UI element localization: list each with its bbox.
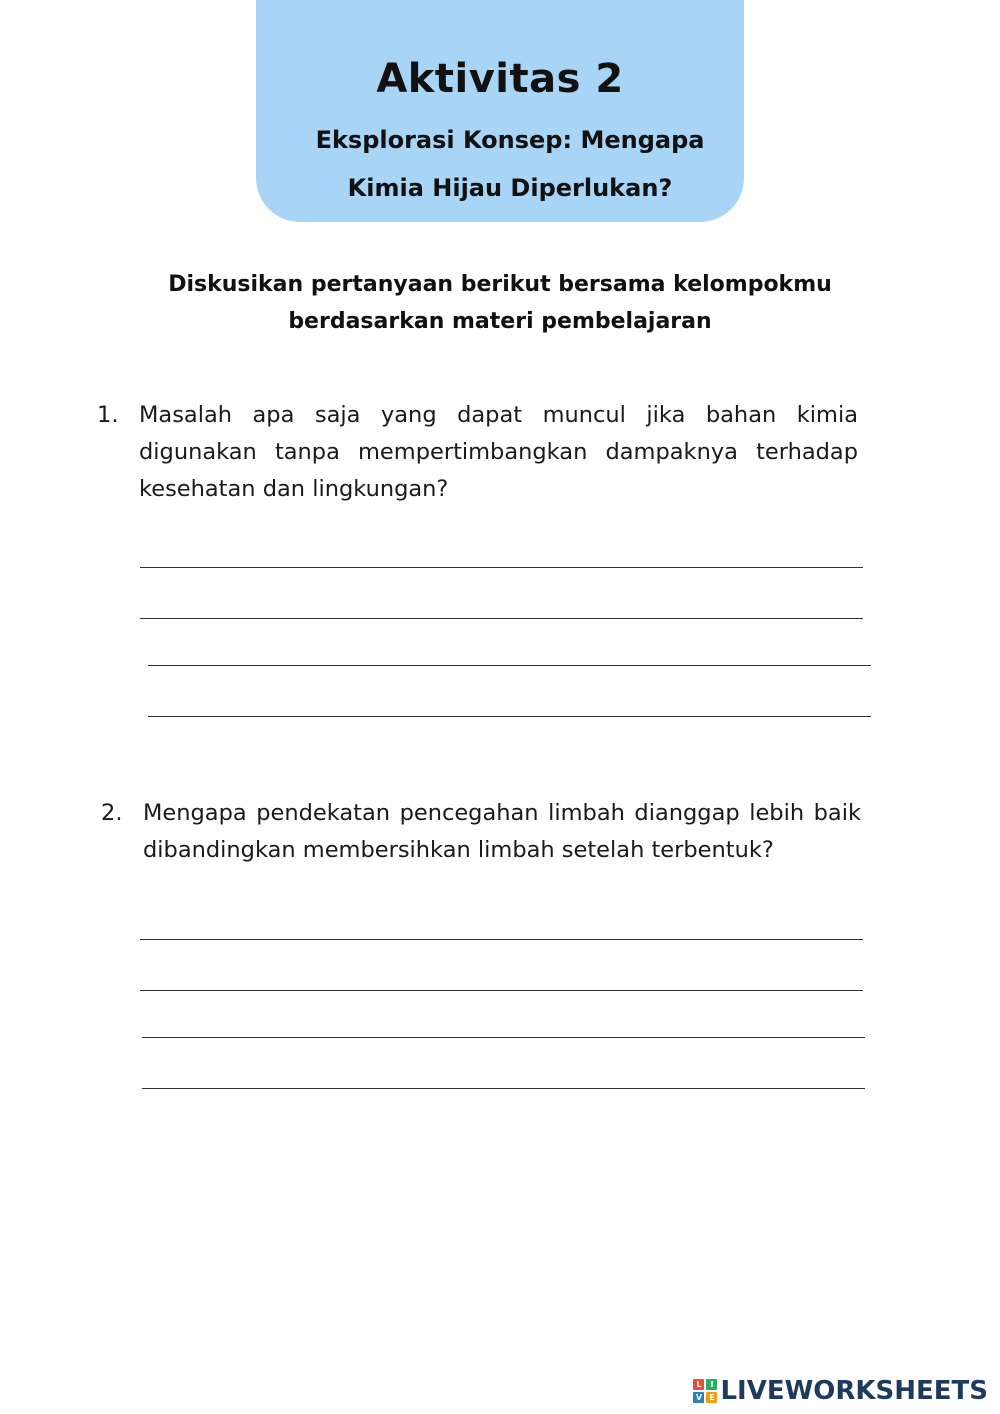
- question-2: [101, 795, 861, 869]
- question-number: 1.: [97, 402, 119, 428]
- answer-line-q1-2[interactable]: [140, 618, 863, 619]
- question-text: Mengapa pendekatan pencegahan limbah dianggap lebih baik dibandingkan membersihkan limbah setelah terbentuk?: [143, 800, 861, 863]
- instruction-line-1: Diskusikan pertanyaan berikut bersama kelompokmu: [168, 272, 832, 297]
- logo-mark-letter: I: [706, 1379, 717, 1390]
- instruction-line-2: berdasarkan materi pembelajaran: [288, 309, 712, 334]
- logo-mark-letter: L: [693, 1379, 704, 1390]
- subtitle-line-1: Eksplorasi Konsep: Mengapa: [315, 126, 705, 154]
- page-subtitle: [276, 116, 744, 212]
- answer-line-q1-4[interactable]: [148, 716, 871, 717]
- liveworksheets-logo: [693, 1376, 988, 1406]
- logo-mark-letter: V: [693, 1392, 704, 1403]
- question-text: Masalah apa saja yang dapat muncul jika bahan kimia digunakan tanpa mempertimbangkan dampaknya terhadap kesehatan dan lingkungan?: [139, 402, 858, 502]
- question-number: 2.: [101, 800, 123, 826]
- logo-mark-letter: E: [706, 1392, 717, 1403]
- answer-line-q1-1[interactable]: [140, 567, 863, 568]
- instruction-text: [100, 266, 900, 340]
- answer-line-q2-4[interactable]: [142, 1088, 865, 1089]
- logo-icon: [693, 1379, 717, 1403]
- answer-line-q2-3[interactable]: [142, 1037, 865, 1038]
- page-title: Aktivitas 2: [376, 56, 624, 102]
- subtitle-line-2: Kimia Hijau Diperlukan?: [347, 174, 673, 202]
- header-card: [256, 0, 744, 222]
- answer-line-q2-2[interactable]: [140, 990, 863, 991]
- answer-line-q2-1[interactable]: [140, 939, 863, 940]
- answer-line-q1-3[interactable]: [148, 665, 871, 666]
- logo-text: LIVEWORKSHEETS: [720, 1376, 988, 1406]
- question-1: [97, 397, 858, 508]
